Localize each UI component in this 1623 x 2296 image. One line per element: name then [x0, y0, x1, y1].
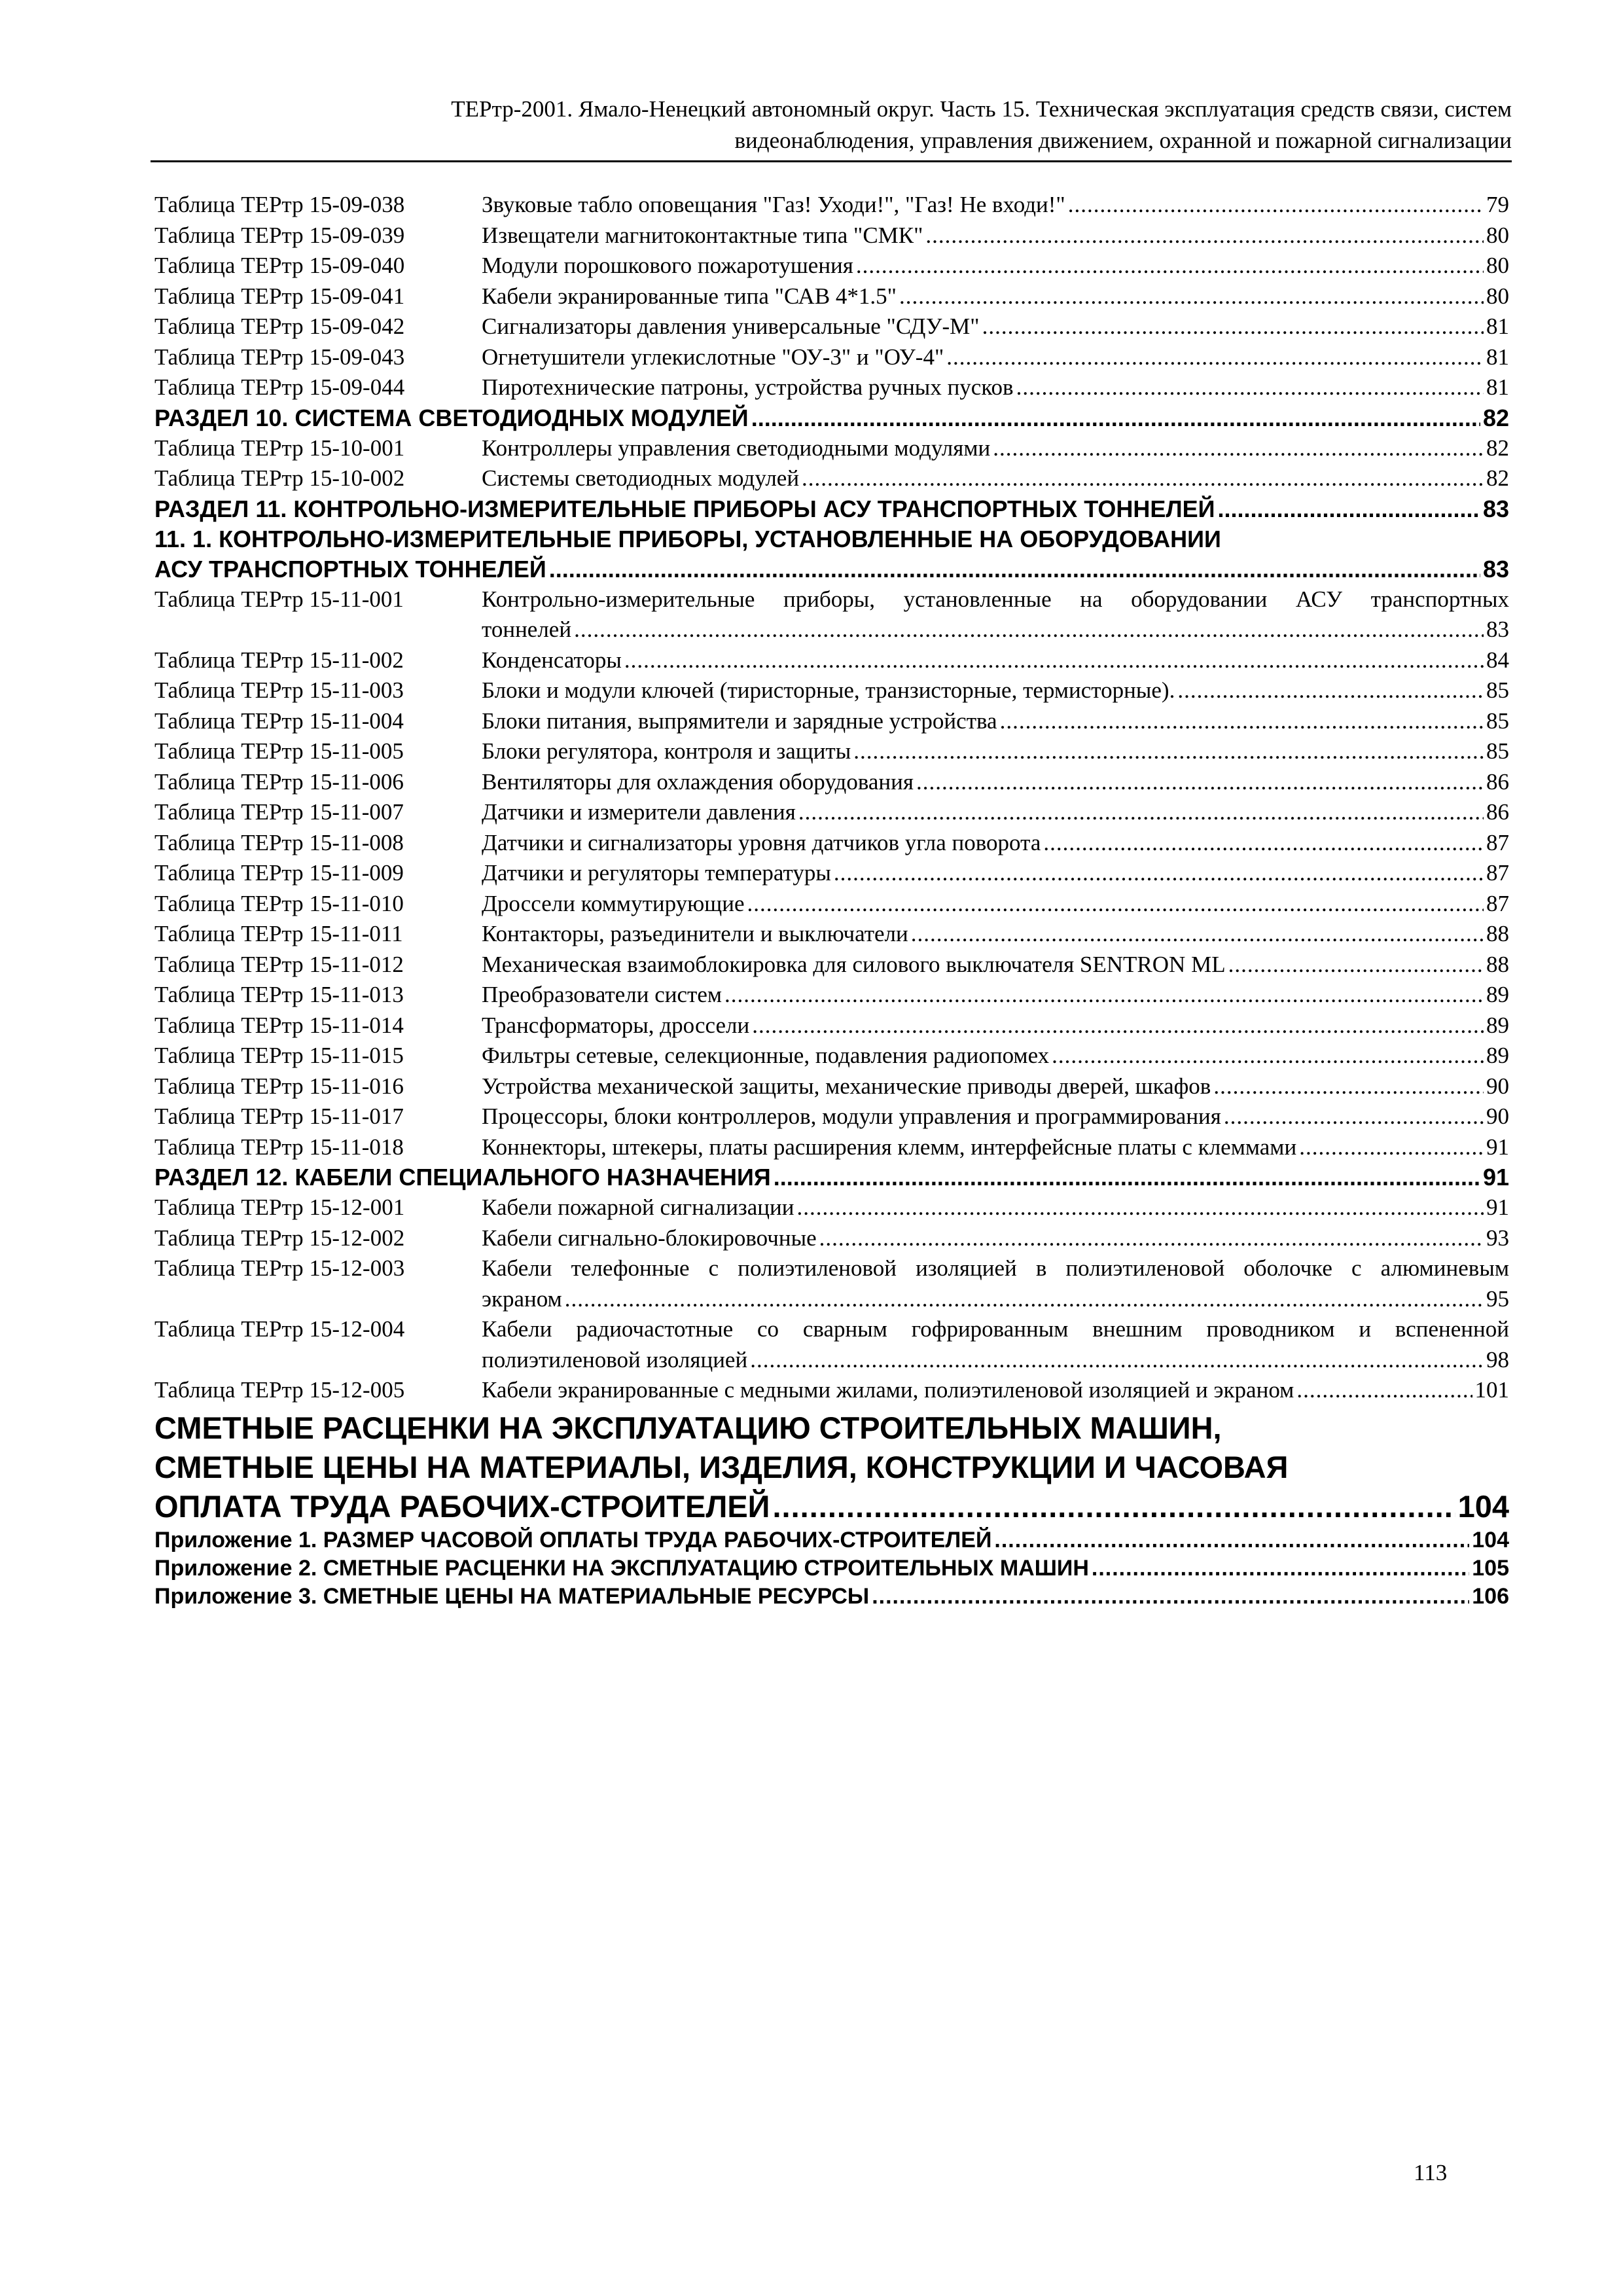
- dot-leader: [751, 403, 1480, 433]
- major-heading: [154, 1408, 1509, 1526]
- dot-leader: [565, 1284, 1484, 1315]
- toc-entry-page: 89: [1486, 1043, 1509, 1068]
- toc-entry-title: Огнетушители углекислотные "ОУ-3" и "ОУ-4": [482, 344, 944, 370]
- toc-entry-page: 85: [1486, 738, 1509, 764]
- toc-entry-title-line: Кабели радиочастотные со сварным гофрированным внешним проводником и вспененной: [482, 1316, 1509, 1342]
- dot-leader: [834, 858, 1484, 889]
- appendix-page: 105: [1472, 1555, 1509, 1581]
- toc-entry: [154, 342, 1509, 373]
- table-code: Таблица ТЕРтр 15-09-039: [154, 222, 405, 248]
- toc-entry-body: [482, 675, 1509, 706]
- dot-leader: [1092, 1554, 1469, 1583]
- toc-entry-line: [482, 675, 1509, 706]
- toc-entry-line: [482, 889, 1509, 920]
- header-line-1: ТЕРтр-2001. Ямало-Ненецкий автономный округ. Часть 15. Техническая эксплуатация средств связи, систем: [451, 96, 1512, 122]
- appendix-page: 106: [1472, 1583, 1509, 1609]
- toc-entry-title: Устройства механической защиты, механические приводы дверей, шкафов: [482, 1073, 1211, 1099]
- appendix-line: [154, 1583, 1509, 1611]
- dot-leader: [1213, 1071, 1484, 1102]
- subsection-page: 83: [1482, 555, 1509, 583]
- toc-entry: [154, 433, 1509, 464]
- toc-entry-title: Датчики и измерители давления: [482, 799, 796, 825]
- toc-entry-body: [482, 919, 1509, 950]
- toc-entry: [154, 858, 1509, 889]
- toc-entry: [154, 1314, 1509, 1375]
- table-code: Таблица ТЕРтр 15-11-017: [154, 1103, 404, 1129]
- toc-entry-body: [482, 736, 1509, 767]
- toc-entry-line: [482, 858, 1509, 889]
- section-title: РАЗДЕЛ 12. КАБЕЛИ СПЕЦИАЛЬНОГО НАЗНАЧЕНИЯ: [154, 1164, 771, 1191]
- toc-entry: [154, 463, 1509, 494]
- toc-entry-body: [482, 433, 1509, 464]
- toc-entry-line: [482, 645, 1509, 676]
- section-page: 82: [1482, 404, 1509, 431]
- subsection-heading: [154, 524, 1509, 584]
- toc-entry: [154, 919, 1509, 950]
- toc-entry: [154, 675, 1509, 706]
- toc-entry-page: 98: [1486, 1346, 1509, 1372]
- toc-entry-page: 90: [1486, 1103, 1509, 1129]
- toc-entry-title: экраном: [482, 1285, 562, 1312]
- toc-entry-page: 79: [1486, 192, 1509, 217]
- toc-entry-title: Звуковые табло оповещания "Газ! Уходи!", "Газ! Не входи!": [482, 192, 1065, 217]
- dot-leader: [798, 797, 1484, 828]
- major-heading-line-1: СМЕТНЫЕ РАСЦЕНКИ НА ЭКСПЛУАТАЦИЮ СТРОИТЕЛЬНЫХ МАШИН,: [154, 1410, 1222, 1445]
- table-code: Таблица ТЕРтр 15-09-040: [154, 253, 405, 278]
- toc-entry-title: Дроссели коммутирующие: [482, 890, 745, 916]
- running-header: [151, 94, 1512, 162]
- toc-entry-page: 86: [1486, 768, 1509, 795]
- dot-leader: [796, 1193, 1484, 1223]
- appendix-title: Приложение 1. РАЗМЕР ЧАСОВОЙ ОПЛАТЫ ТРУДА РАБОЧИХ-СТРОИТЕЛЕЙ: [154, 1527, 992, 1552]
- table-code: Таблица ТЕРтр 15-11-010: [154, 890, 404, 916]
- toc-entry-title: Датчики и регуляторы температуры: [482, 860, 831, 886]
- toc-entry-line: [482, 1375, 1509, 1406]
- toc-entry: [154, 221, 1509, 251]
- table-code: Таблица ТЕРтр 15-10-002: [154, 465, 405, 491]
- toc-entry-title: Кабели экранированные с медными жилами, полиэтиленовой изоляцией и экраном: [482, 1377, 1294, 1403]
- section-line: [154, 403, 1509, 433]
- table-code: Таблица ТЕРтр 15-11-008: [154, 829, 404, 855]
- dot-leader: [819, 1223, 1484, 1254]
- appendix-entry: [154, 1526, 1509, 1554]
- table-code: Таблица ТЕРтр 15-11-015: [154, 1043, 404, 1068]
- toc-entry-body: [482, 584, 1509, 645]
- toc-entry-title: Вентиляторы для охлаждения оборудования: [482, 768, 914, 795]
- toc-entry-line: [482, 828, 1509, 859]
- toc-entry: [154, 1375, 1509, 1406]
- toc-entry: [154, 1193, 1509, 1223]
- toc-entry-line: [482, 190, 1509, 221]
- toc-entry: [154, 1071, 1509, 1102]
- toc-entry-page: 82: [1486, 465, 1509, 491]
- table-code: Таблица ТЕРтр 15-09-043: [154, 344, 405, 370]
- toc-entry: [154, 980, 1509, 1011]
- toc-entry-line: [482, 615, 1509, 645]
- dot-leader: [1043, 828, 1484, 859]
- toc-entry-page: 89: [1486, 982, 1509, 1007]
- toc-entry-body: [482, 1011, 1509, 1041]
- dot-leader: [911, 919, 1484, 950]
- table-code: Таблица ТЕРтр 15-09-042: [154, 314, 405, 339]
- toc-entry-line: [482, 463, 1509, 494]
- major-heading-line: [154, 1487, 1509, 1526]
- toc-entry: [154, 312, 1509, 342]
- dot-leader: [1068, 190, 1484, 221]
- table-code: Таблица ТЕРтр 15-11-004: [154, 708, 404, 734]
- toc-entry-body: [482, 1375, 1509, 1406]
- toc-entry-line: [482, 919, 1509, 950]
- toc-entry-line: [482, 372, 1509, 403]
- dot-leader: [899, 281, 1484, 312]
- dot-leader: [982, 312, 1484, 342]
- dot-leader: [1296, 1375, 1472, 1406]
- toc-entry-line: [482, 706, 1509, 737]
- table-code: Таблица ТЕРтр 15-09-041: [154, 283, 405, 309]
- toc-entry-body: [482, 889, 1509, 920]
- toc-entry-page: 95: [1486, 1285, 1509, 1312]
- toc-entry-line: [482, 251, 1509, 281]
- toc-entry-body: [482, 1041, 1509, 1071]
- dot-leader: [747, 889, 1484, 920]
- subsection-title: АСУ ТРАНСПОРТНЫХ ТОННЕЛЕЙ: [154, 555, 546, 583]
- section-heading: [154, 494, 1509, 524]
- toc-entry-line: [482, 1132, 1509, 1163]
- toc-entry-body: [482, 281, 1509, 312]
- toc-entry-page: 88: [1486, 951, 1509, 977]
- toc-entry-body: [482, 1132, 1509, 1163]
- major-heading-title: ОПЛАТА ТРУДА РАБОЧИХ-СТРОИТЕЛЕЙ: [154, 1488, 770, 1524]
- major-heading-page: 104: [1457, 1488, 1509, 1524]
- dot-leader: [624, 645, 1484, 676]
- toc-entry-title: Трансформаторы, дроссели: [482, 1012, 750, 1038]
- dot-leader: [1177, 675, 1484, 706]
- toc-entry-title: Сигнализаторы давления универсальные "СДУ-М": [482, 314, 980, 339]
- header-line-2: видеонаблюдения, управления движением, охранной и пожарной сигнализации: [734, 128, 1512, 153]
- toc-entry-title: Пиротехнические патроны, устройства ручных пусков: [482, 374, 1014, 400]
- appendix-title: Приложение 2. СМЕТНЫЕ РАСЦЕНКИ НА ЭКСПЛУАТАЦИЮ СТРОИТЕЛЬНЫХ МАШИН: [154, 1555, 1089, 1581]
- table-code: Таблица ТЕРтр 15-12-003: [154, 1255, 405, 1281]
- toc-entry-title-line: Контрольно-измерительные приборы, установленные на оборудовании АСУ транспортных: [482, 586, 1509, 612]
- toc-entry: [154, 828, 1509, 859]
- toc-entry-page: 81: [1486, 374, 1509, 400]
- toc-entry-page: 91: [1486, 1134, 1509, 1160]
- appendix-line: [154, 1526, 1509, 1554]
- dot-leader: [772, 1487, 1455, 1526]
- toc-entry-page: 88: [1486, 921, 1509, 946]
- toc-entry-line: [482, 1011, 1509, 1041]
- toc-entry-line: [482, 736, 1509, 767]
- toc-entry-line: [482, 312, 1509, 342]
- toc-entry-body: [482, 312, 1509, 342]
- dot-leader: [752, 1011, 1484, 1041]
- toc-entry-line: [482, 221, 1509, 251]
- section-heading: [154, 1162, 1509, 1193]
- appendix-title: Приложение 3. СМЕТНЫЕ ЦЕНЫ НА МАТЕРИАЛЬНЫЕ РЕСУРСЫ: [154, 1583, 870, 1609]
- section-heading: [154, 403, 1509, 433]
- dot-leader: [946, 342, 1484, 373]
- toc-entry-page: 85: [1486, 708, 1509, 734]
- toc-entry: [154, 1223, 1509, 1254]
- table-code: Таблица ТЕРтр 15-11-013: [154, 982, 404, 1007]
- toc-entry-title: Блоки регулятора, контроля и защиты: [482, 738, 851, 764]
- toc-entry-title: Преобразователи систем: [482, 982, 722, 1007]
- toc-entry-title: Системы светодиодных модулей: [482, 465, 800, 491]
- toc-entry-page: 101: [1474, 1377, 1509, 1403]
- toc-entry: [154, 1041, 1509, 1071]
- toc-entry-title: Контроллеры управления светодиодными модулями: [482, 435, 991, 461]
- toc-entry: [154, 1102, 1509, 1132]
- toc-entry-body: [482, 858, 1509, 889]
- table-code: Таблица ТЕРтр 15-11-005: [154, 738, 404, 764]
- dot-leader: [549, 554, 1480, 584]
- toc-entry-body: [482, 342, 1509, 373]
- dot-leader: [1217, 494, 1480, 524]
- table-code: Таблица ТЕРтр 15-11-006: [154, 768, 404, 795]
- table-code: Таблица ТЕРтр 15-11-002: [154, 647, 404, 673]
- dot-leader: [1000, 706, 1484, 737]
- toc-entry-title: Кабели сигнально-блокировочные: [482, 1225, 817, 1251]
- toc-entry-page: 87: [1486, 860, 1509, 886]
- toc-entry-title: Модули порошкового пожаротушения: [482, 253, 853, 278]
- toc-entry-title: Конденсаторы: [482, 647, 622, 673]
- toc-entry: [154, 736, 1509, 767]
- toc-entry: [154, 706, 1509, 737]
- toc-entry: [154, 645, 1509, 676]
- toc-entry-title: Датчики и сигнализаторы уровня датчиков угла поворота: [482, 829, 1041, 855]
- toc-entry-title: Блоки питания, выпрямители и зарядные устройства: [482, 708, 997, 734]
- dot-leader: [724, 980, 1484, 1011]
- toc-entry-page: 80: [1486, 283, 1509, 309]
- dot-leader: [1052, 1041, 1484, 1071]
- table-code: Таблица ТЕРтр 15-11-012: [154, 951, 404, 977]
- toc-entry: [154, 797, 1509, 828]
- toc-entry-line: [482, 950, 1509, 980]
- toc-entry-line: [482, 1071, 1509, 1102]
- dot-leader: [802, 463, 1484, 494]
- toc-entry: [154, 1132, 1509, 1163]
- dot-leader: [916, 767, 1484, 798]
- toc-entry: [154, 251, 1509, 281]
- toc-entry-title: тоннелей: [482, 617, 572, 642]
- table-code: Таблица ТЕРтр 15-11-014: [154, 1012, 404, 1038]
- toc-entry-line: [482, 1345, 1509, 1376]
- table-code: Таблица ТЕРтр 15-11-018: [154, 1134, 404, 1160]
- table-code: Таблица ТЕРтр 15-11-007: [154, 799, 404, 825]
- toc-entry: [154, 950, 1509, 980]
- toc-entry-body: [482, 1314, 1509, 1375]
- toc-entry-body: [482, 828, 1509, 859]
- dot-leader: [574, 615, 1484, 645]
- dot-leader: [853, 736, 1484, 767]
- toc-entry-title: Извещатели магнитоконтактные типа "СМК": [482, 222, 923, 248]
- toc-entry-page: 87: [1486, 829, 1509, 855]
- toc-entry: [154, 584, 1509, 645]
- dot-leader: [872, 1583, 1469, 1611]
- toc-entry-title: полиэтиленовой изоляцией: [482, 1346, 748, 1372]
- toc-entry-title: Контакторы, разъединители и выключатели: [482, 921, 908, 946]
- toc-entry-title: Кабели пожарной сигнализации: [482, 1194, 794, 1220]
- toc-entry-body: [482, 1102, 1509, 1132]
- table-code: Таблица ТЕРтр 15-12-004: [154, 1316, 405, 1342]
- toc-entry-line: [482, 1223, 1509, 1254]
- toc-entry-page: 87: [1486, 890, 1509, 916]
- toc-entry-line: [482, 1102, 1509, 1132]
- toc-entry: [154, 1011, 1509, 1041]
- section-title: РАЗДЕЛ 11. КОНТРОЛЬНО-ИЗМЕРИТЕЛЬНЫЕ ПРИБОРЫ АСУ ТРАНСПОРТНЫХ ТОННЕЛЕЙ: [154, 495, 1215, 522]
- toc-entry-line: [482, 1284, 1509, 1315]
- dot-leader: [774, 1162, 1480, 1193]
- toc-entry-line: [482, 281, 1509, 312]
- toc-entry-title: Кабели экранированные типа "САВ 4*1.5": [482, 283, 897, 309]
- toc-entry-line: [482, 1041, 1509, 1071]
- subsection-line: [154, 554, 1509, 584]
- toc-entry-line: [482, 1193, 1509, 1223]
- section-line: [154, 494, 1509, 524]
- toc-entry-line: [482, 767, 1509, 798]
- toc-entry-body: [482, 645, 1509, 676]
- toc-entry-body: [482, 221, 1509, 251]
- toc-entry-body: [482, 950, 1509, 980]
- toc-entry-body: [482, 767, 1509, 798]
- toc-entry-page: 82: [1486, 435, 1509, 461]
- table-code: Таблица ТЕРтр 15-11-001: [154, 586, 404, 612]
- toc-entry-body: [482, 706, 1509, 737]
- toc-entry-body: [482, 1223, 1509, 1254]
- toc-entry-page: 80: [1486, 222, 1509, 248]
- page-number: 113: [1414, 2160, 1448, 2185]
- toc-entry: [154, 767, 1509, 798]
- toc-entry-page: 89: [1486, 1012, 1509, 1038]
- table-code: Таблица ТЕРтр 15-11-003: [154, 677, 404, 703]
- toc-entry-line: [482, 433, 1509, 464]
- toc-entry: [154, 889, 1509, 920]
- table-code: Таблица ТЕРтр 15-09-038: [154, 192, 405, 217]
- dot-leader: [1016, 372, 1484, 403]
- toc-entry-page: 91: [1486, 1194, 1509, 1220]
- toc-entry-title: Механическая взаимоблокировка для силового выключателя SENTRON ML: [482, 951, 1226, 977]
- toc-entry-title: Фильтры сетевые, селекционные, подавления радиопомех: [482, 1043, 1050, 1068]
- appendix-page: 104: [1472, 1527, 1509, 1552]
- toc-entry-title: Процессоры, блоки контроллеров, модули управления и программирования: [482, 1103, 1221, 1129]
- dot-leader: [856, 251, 1484, 281]
- table-code: Таблица ТЕРтр 15-11-009: [154, 860, 404, 886]
- table-code: Таблица ТЕРтр 15-09-044: [154, 374, 405, 400]
- section-line: [154, 1162, 1509, 1193]
- toc-entry-body: [482, 463, 1509, 494]
- table-of-contents: [154, 190, 1509, 1611]
- toc-entry-page: 81: [1486, 344, 1509, 370]
- subsection-title-line: 11. 1. КОНТРОЛЬНО-ИЗМЕРИТЕЛЬНЫЕ ПРИБОРЫ, УСТАНОВЛЕННЫЕ НА ОБОРУДОВАНИИ: [154, 525, 1221, 552]
- dot-leader: [1228, 950, 1484, 980]
- appendix-entry: [154, 1554, 1509, 1583]
- section-page: 83: [1482, 495, 1509, 522]
- toc-entry-line: [482, 342, 1509, 373]
- toc-entry-page: 83: [1486, 617, 1509, 642]
- table-code: Таблица ТЕРтр 15-12-002: [154, 1225, 405, 1251]
- section-title: РАЗДЕЛ 10. СИСТЕМА СВЕТОДИОДНЫХ МОДУЛЕЙ: [154, 404, 749, 431]
- dot-leader: [994, 1526, 1469, 1554]
- toc-entry-page: 80: [1486, 253, 1509, 278]
- appendix-line: [154, 1554, 1509, 1583]
- toc-entry-body: [482, 1071, 1509, 1102]
- toc-entry-page: 86: [1486, 799, 1509, 825]
- toc-entry: [154, 281, 1509, 312]
- toc-entry-page: 85: [1486, 677, 1509, 703]
- dot-leader: [750, 1345, 1484, 1376]
- dot-leader: [1299, 1132, 1484, 1163]
- table-code: Таблица ТЕРтр 15-11-016: [154, 1073, 404, 1099]
- toc-entry: [154, 1253, 1509, 1314]
- table-code: Таблица ТЕРтр 15-11-011: [154, 921, 403, 946]
- toc-entry-body: [482, 797, 1509, 828]
- major-heading-line-2: СМЕТНЫЕ ЦЕНЫ НА МАТЕРИАЛЫ, ИЗДЕЛИЯ, КОНСТРУКЦИИ И ЧАСОВАЯ: [154, 1449, 1289, 1484]
- toc-entry-body: [482, 980, 1509, 1011]
- toc-entry-body: [482, 190, 1509, 221]
- toc-entry: [154, 190, 1509, 221]
- toc-entry-line: [482, 797, 1509, 828]
- toc-entry-title: Блоки и модули ключей (тиристорные, транзисторные, термисторные).: [482, 677, 1175, 703]
- dot-leader: [993, 433, 1484, 464]
- toc-entry-body: [482, 1253, 1509, 1314]
- section-page: 91: [1482, 1164, 1509, 1191]
- appendix-entry: [154, 1583, 1509, 1611]
- toc-entry-body: [482, 372, 1509, 403]
- toc-entry-body: [482, 251, 1509, 281]
- toc-entry-page: 93: [1486, 1225, 1509, 1251]
- table-code: Таблица ТЕРтр 15-12-005: [154, 1377, 405, 1403]
- table-code: Таблица ТЕРтр 15-12-001: [154, 1194, 405, 1220]
- toc-entry-page: 81: [1486, 314, 1509, 339]
- dot-leader: [1224, 1102, 1484, 1132]
- toc-entry-title: Коннекторы, штекеры, платы расширения клемм, интерфейсные платы с клеммами: [482, 1134, 1297, 1160]
- dot-leader: [925, 221, 1484, 251]
- toc-entry-page: 84: [1486, 647, 1509, 673]
- toc-entry-line: [482, 980, 1509, 1011]
- toc-entry-title-line: Кабели телефонные с полиэтиленовой изоляцией в полиэтиленовой оболочке с алюминевым: [482, 1255, 1509, 1281]
- toc-entry-page: 90: [1486, 1073, 1509, 1099]
- toc-entry-body: [482, 1193, 1509, 1223]
- toc-entry: [154, 372, 1509, 403]
- table-code: Таблица ТЕРтр 15-10-001: [154, 435, 405, 461]
